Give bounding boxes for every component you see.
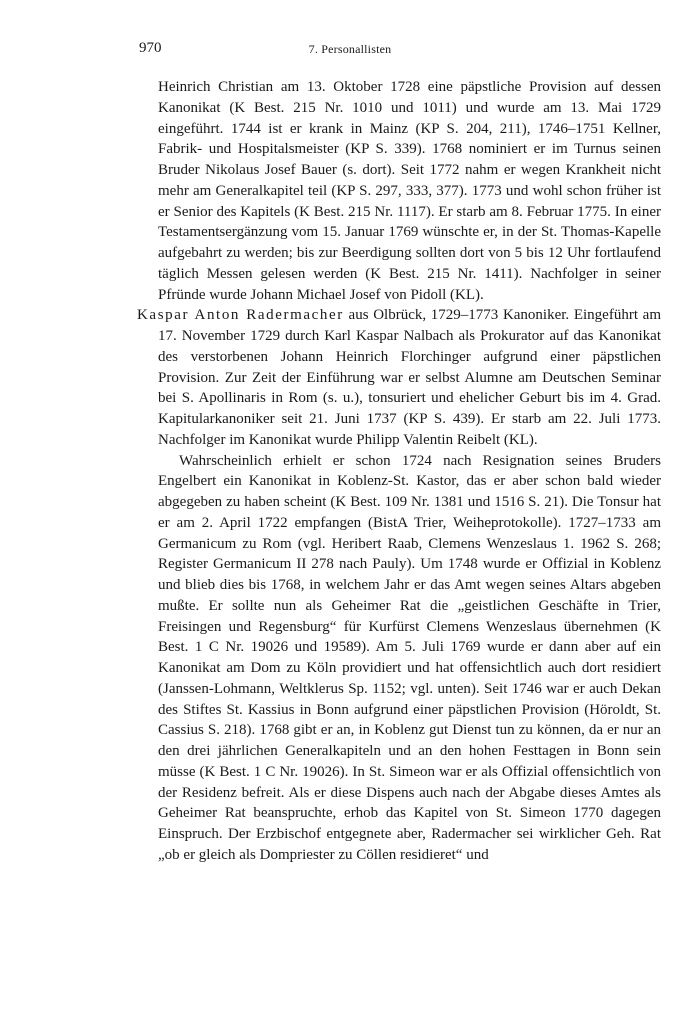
paragraph-entry-radermacher — [137, 305, 661, 450]
entry-text: aus Olbrück, 1729–1773 Kanoniker. Eingeführt am 17. November 1729 durch Karl Kaspar Nalbach als Prokurator auf das Kanonikat des verstorbenen Johann Heinrich Florchinger aufgrund einer päpstlichen Provision. Zur Zeit der Einführung war er selbst Alumne am Deutschen Seminar bei S. Apollinaris in Rom (s. u.), tonsuriert und ehelicher Geburt bis im 4. Grad. Kapitularkanoniker seit 21. Juni 1737 (KP S. 439). Er starb am 22. Juli 1773. Nachfolger im Kanonikat wurde Philipp Valentin Reibelt (KL). — [158, 307, 661, 448]
person-name: Kaspar Anton Radermacher — [137, 307, 344, 324]
page-number: 970 — [139, 40, 162, 56]
paragraph-biography: Wahrscheinlich erhielt er schon 1724 nach Resignation seines Bruders Engelbert ein Kanonikat in Koblenz-St. Kastor, das er aber schon bald wieder abgegeben zu haben scheint (K Best. 109 Nr. 1381 und 1516 S. 21). Die Tonsur hat er am 2. April 1722 empfangen (BistA Trier, Weiheprotokolle). 1727–1733 am Germanicum zu Rom (vgl. Heribert Raab, Clemens Wenzeslaus 1. 1962 S. 268; Register Germanicum II 278 nach Pauly). Um 1748 wurde er Offizial in Koblenz und blieb dies bis 1768, in welchem Jahr er das Amt wegen seines Altars abgeben mußte. Er sollte nun als Geheimer Rat die „geistlichen Geschäfte in Trier, Freisingen und Regensburg“ für Kurfürst Clemens Wenzeslaus übernehmen (K Best. 1 C Nr. 19026 und 19589). Am 5. Juli 1769 wurde er dann aber auf ein Kanonikat am Dom zu Köln providiert und hat offensichtlich auch dort residiert (Janssen-Lohmann, Weltklerus Sp. 1152; vgl. unten). Seit 1746 war er auch Dekan des Stiftes St. Kassius in Bonn aufgrund einer päpstlichen Provision (Höroldt, St. Cassius S. 218). 1768 gibt er an, in Koblenz gut Dienst tun zu können, da er nur an den drei jährlichen Generalkapiteln und an den hohen Festtagen in Bonn sein müsse (K Best. 1 C Nr. 19026). In St. Simeon war er als Offizial offensichtlich von der Residenz befreit. Als er diese Dispens auch nach der Abgabe dieses Amtes als Geheimer Rat beanspruchte, erhob das Kapitel von St. Simeon 1770 dagegen Einspruch. Der Erzbischof entgegnete aber, Radermacher sei wirklicher Geh. Rat „ob er gleich als Dompriester zu Cöllen residieret“ und — [158, 452, 661, 863]
running-head: 7. Personallisten — [308, 42, 392, 56]
body-text — [137, 77, 661, 866]
paragraph-continuation: Heinrich Christian am 13. Oktober 1728 eine päpstliche Provision auf dessen Kanonikat (K Best. 215 Nr. 1010 und 1011) und wurde am 13. Mai 1729 eingeführt. 1744 ist er krank in Mainz (KP S. 204, 211), 1746–1751 Kellner, Fabrik- und Hospitalsmeister (KP S. 339). 1768 nominiert er im Turnus seinen Bruder Nikolaus Josef Bauer (s. dort). Seit 1772 nahm er wegen Krankheit nicht mehr am Generalkapitel teil (KP S. 297, 333, 377). 1773 und wohl schon früher ist er Senior des Kapitels (K Best. 215 Nr. 1117). Er starb am 8. Februar 1775. In einer Testamentsergänzung vom 15. Januar 1769 wünschte er, in der St. Thomas-Kapelle aufgebahrt zu werden; bis zur Beerdigung sollten dort von 5 bis 12 Uhr fortlaufend täglich Messen gelesen werden (K Best. 215 Nr. 1411). Nachfolger in seiner Pfründe wurde Johann Michael Josef von Pidoll (KL). — [158, 79, 661, 303]
